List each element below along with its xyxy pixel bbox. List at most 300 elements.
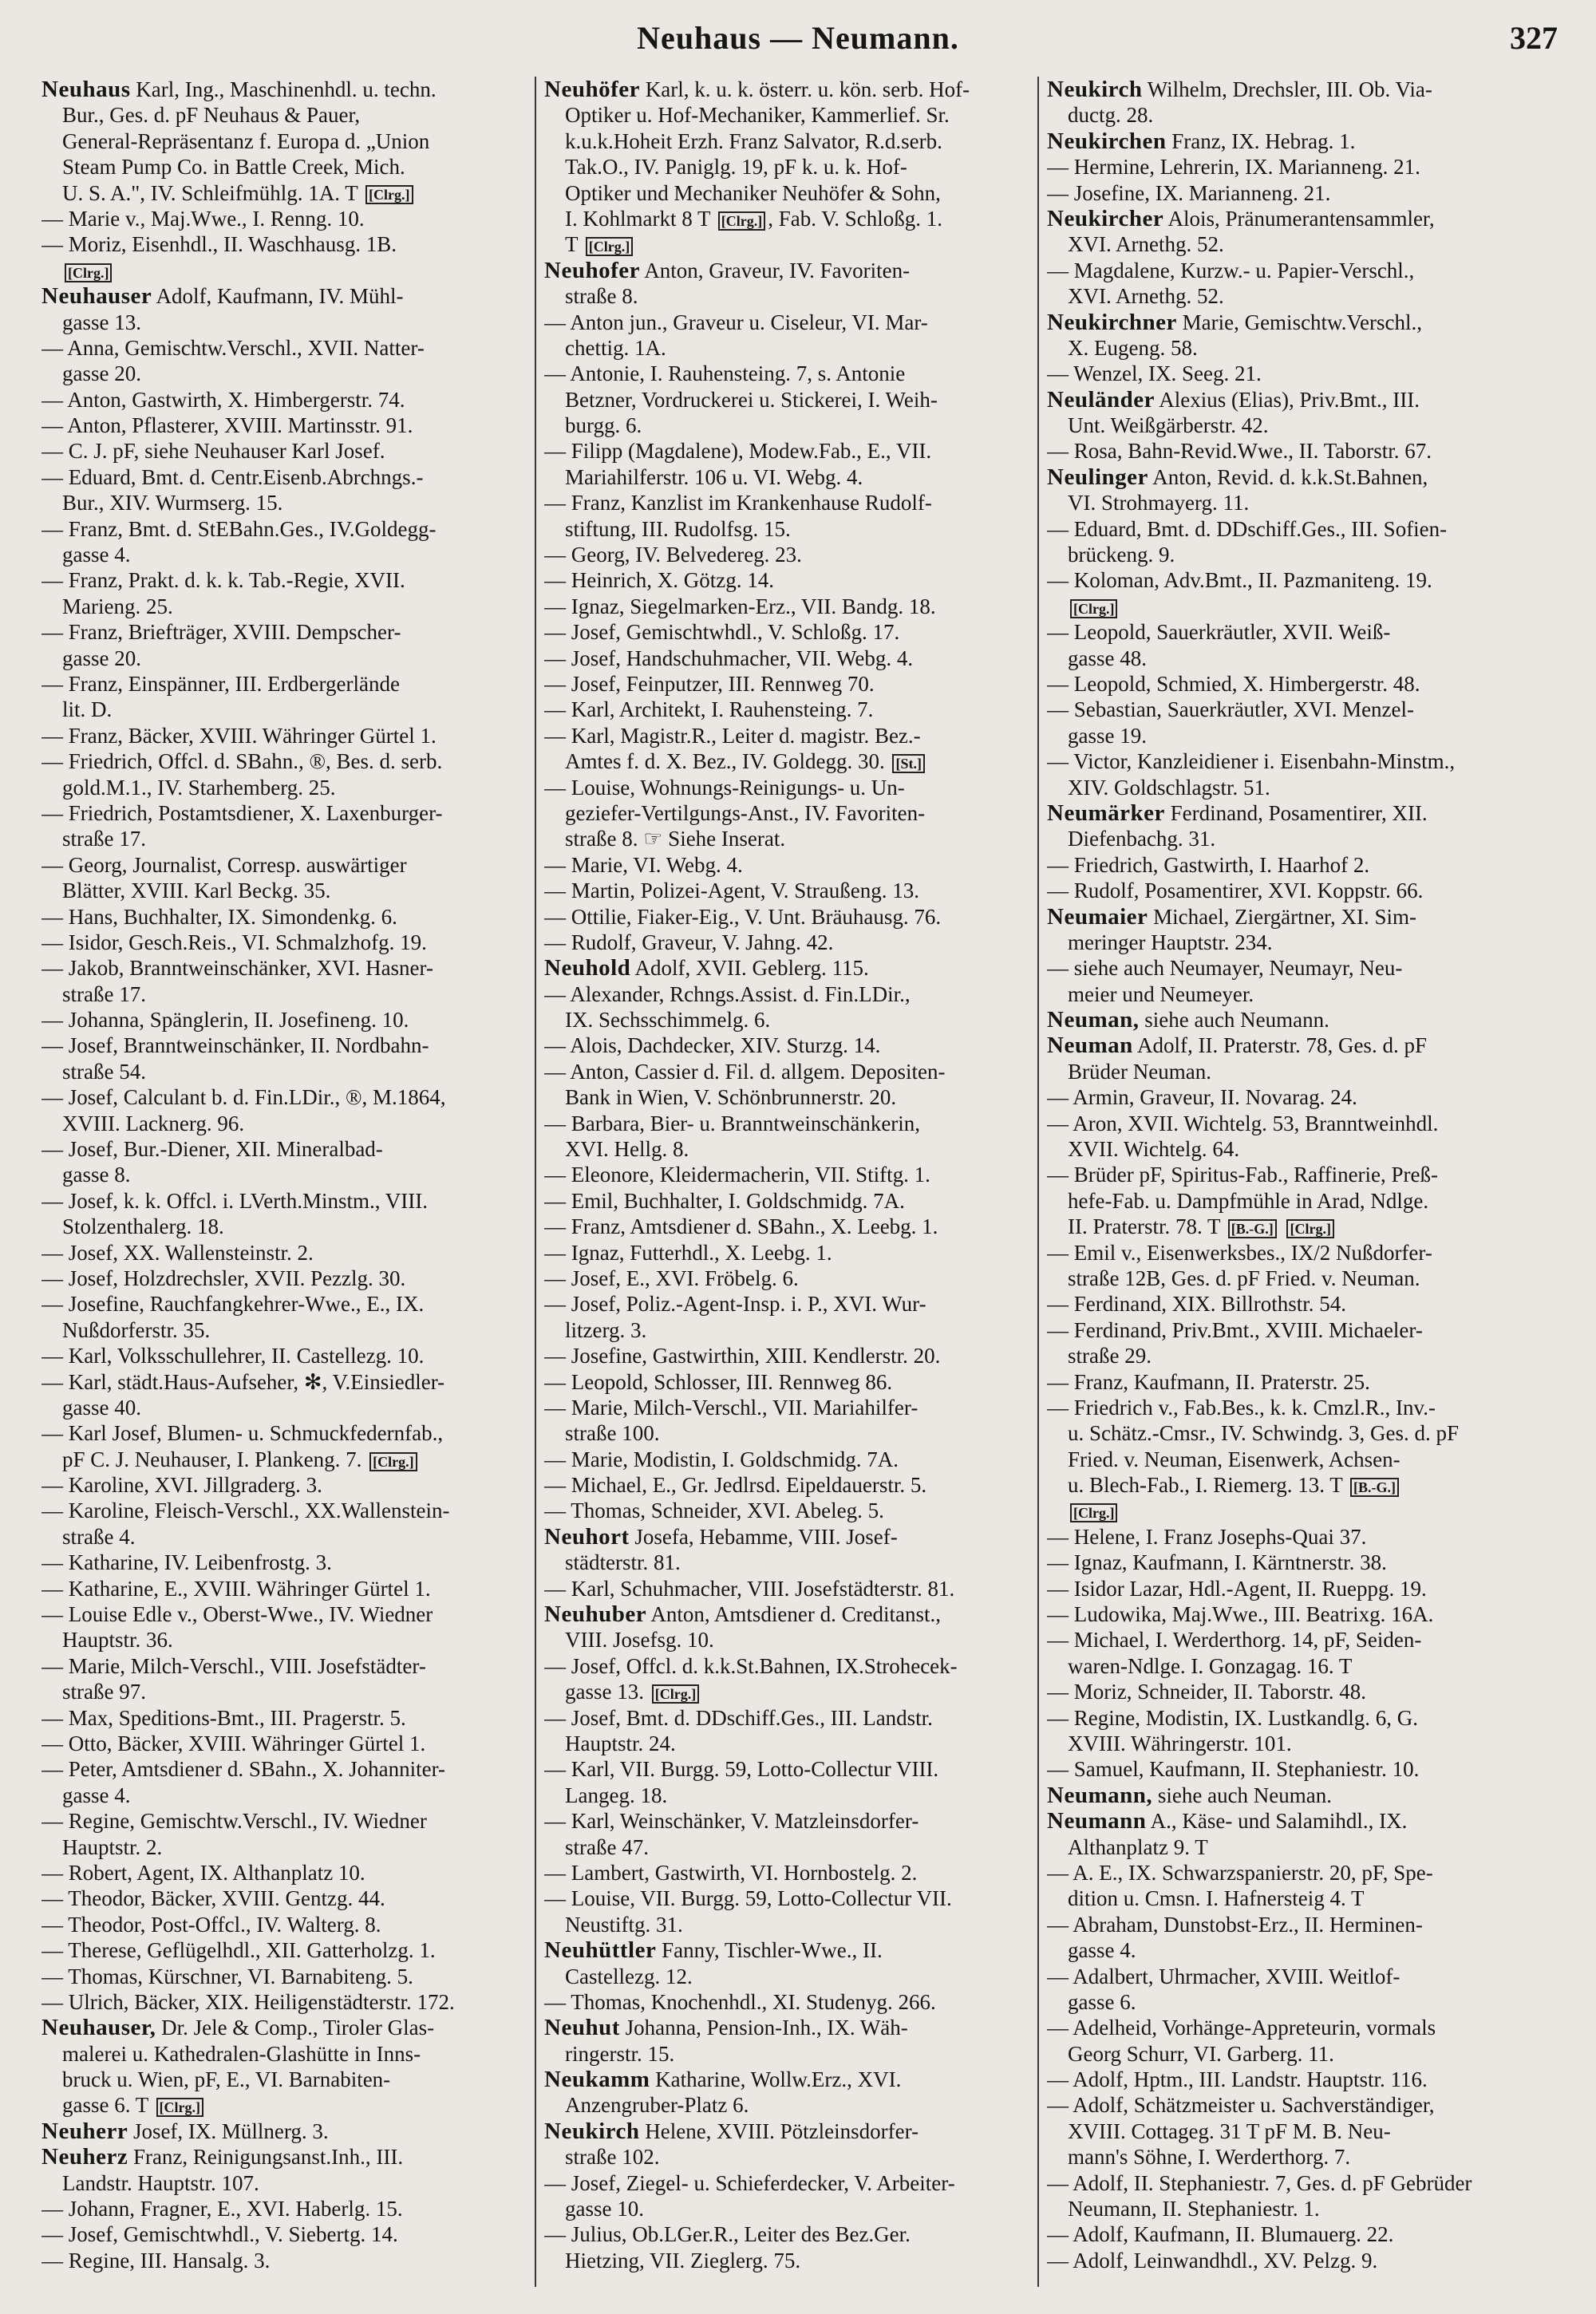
directory-entry	[1047, 852, 1558, 878]
entry-line	[544, 2015, 1039, 2040]
entry-text: Alexander, Rchngs.Assist. d. Fin.LDir.,	[570, 981, 911, 1006]
entry-line	[41, 2248, 536, 2273]
entry-line	[1047, 258, 1558, 283]
surname-heading: Neuhut	[544, 2015, 620, 2041]
directory-entry	[544, 904, 1039, 930]
entry-line	[544, 102, 1039, 128]
entry-text: Adolf, II. Praterstr. 78, Ges. d. pF	[1137, 1033, 1427, 1058]
entry-text: Max, Speditions-Bmt., III. Pragerstr. 5.	[68, 1705, 406, 1730]
ditto-dash: —	[1047, 1628, 1069, 1653]
directory-entry	[41, 1136, 536, 1188]
directory-badge: [Clrg.]	[1070, 599, 1117, 618]
entry-line	[544, 542, 1039, 567]
entry-line	[1047, 1756, 1558, 1782]
entry-text: Friedrich, Postamtsdiener, X. Laxenburger-	[68, 800, 443, 825]
ditto-dash: —	[544, 1757, 566, 1782]
directory-entry	[41, 1937, 536, 1963]
entry-text: Adelheid, Vorhänge-Appreteurin, vormals	[1073, 2016, 1436, 2040]
entry-text: Barbara, Bier- u. Branntweinschänkerin,	[571, 1111, 921, 1135]
entry-text: gasse 6.	[1068, 1989, 1136, 2014]
directory-entry	[1047, 310, 1558, 361]
entry-text: Emil, Buchhalter, I. Goldschmidg. 7A.	[571, 1188, 905, 1213]
ditto-dash: —	[1047, 1860, 1069, 1885]
entry-line	[544, 1420, 1039, 1446]
directory-entry	[1047, 1007, 1558, 1033]
entry-text: Bur., XIV. Wurmserg. 15.	[62, 491, 283, 515]
entry-line	[41, 2196, 536, 2221]
entry-text: pF C. J. Neuhauser, I. Plankeng. 7. [Clrg.]	[62, 1447, 420, 1471]
directory-entry	[544, 930, 1039, 955]
entry-line	[1047, 981, 1558, 1007]
entry-line	[41, 1084, 536, 1110]
entry-line	[544, 1550, 1039, 1575]
surname-heading: Neukircher	[1047, 205, 1164, 231]
ditto-dash: —	[544, 1705, 566, 1730]
ditto-dash: —	[544, 1344, 566, 1368]
entry-text: Karl, städt.Haus-Aufseher, ✻, V.Einsiedler-	[68, 1369, 445, 1394]
entry-line	[1047, 1291, 1558, 1317]
directory-entry	[544, 1989, 1039, 2015]
entry-text: Rudolf, Graveur, V. Jahng. 42.	[571, 930, 834, 954]
entry-line	[1047, 1033, 1558, 1058]
entry-text: städterstr. 81.	[565, 1550, 681, 1575]
directory-entry	[41, 723, 536, 748]
entry-line	[41, 1395, 536, 1420]
directory-entry	[1047, 1912, 1558, 1964]
directory-entry	[41, 800, 536, 852]
entry-line	[41, 646, 536, 671]
entry-text: Michael, E., Gr. Jedlrsd. Eipeldauerstr. 5.	[571, 1473, 927, 1498]
page-header	[0, 14, 1596, 62]
ditto-dash: —	[41, 2248, 63, 2273]
entry-text: straße 17.	[62, 981, 146, 1006]
ditto-dash: —	[544, 594, 566, 618]
entry-line	[41, 594, 536, 619]
ditto-dash: —	[41, 232, 63, 257]
entry-line	[41, 1989, 536, 2015]
entry-text: Marie, Milch-Verschl., VII. Mariahilfer-	[571, 1395, 918, 1420]
entry-text: straße 8.	[565, 284, 638, 309]
entry-text: Bur., Ges. d. pF Neuhaus & Pauer,	[62, 103, 361, 128]
entry-line	[544, 154, 1039, 180]
entry-text: Louise Edle v., Oberst-Wwe., IV. Wiedner	[68, 1602, 433, 1627]
entry-text: Isidor Lazar, Hdl.-Agent, II. Rueppg. 19.	[1073, 1576, 1427, 1601]
entry-text: Anton, Amtsdiener d. Creditanst.,	[650, 1602, 942, 1627]
entry-text: Josef, Offcl. d. k.k.St.Bahnen, IX.Strohecek-	[571, 1653, 958, 1678]
entry-text: Johann, Fragner, E., XVI. Haberlg. 15.	[68, 2197, 403, 2221]
entry-line	[41, 1007, 536, 1033]
entry-text: Moriz, Schneider, II. Taborstr. 48.	[1073, 1680, 1366, 1704]
ditto-dash: —	[544, 1369, 566, 1394]
entry-text: Mariahilferstr. 106 u. VI. Webg. 4.	[565, 464, 863, 489]
entry-line	[41, 2092, 536, 2118]
entry-text: Emil v., Eisenwerksbes., IX/2 Nußdorfer-	[1073, 1240, 1432, 1265]
directory-entry	[1047, 77, 1558, 128]
entry-line	[544, 206, 1039, 231]
entry-text: gasse 4.	[1068, 1938, 1136, 1963]
entry-line	[544, 1214, 1039, 1239]
entry-text: gasse 19.	[1068, 723, 1147, 748]
ditto-dash: —	[1047, 1395, 1069, 1420]
entry-line	[544, 310, 1039, 335]
entry-text: Josef, E., XVI. Fröbelg. 6.	[571, 1266, 799, 1290]
entry-text: Ferdinand, Posamentirer, XII.	[1170, 800, 1428, 825]
entry-text: Josef, Gemischtwhdl., V. Siebertg. 14.	[68, 2222, 398, 2247]
directory-entry	[544, 1240, 1039, 1266]
entry-text: Josef, Branntweinschänker, II. Nordbahn-	[68, 1033, 429, 1058]
ditto-dash: —	[1047, 852, 1069, 877]
surname-heading: Neuhaus	[41, 77, 131, 102]
ditto-dash: —	[544, 1111, 566, 1135]
entry-line	[1047, 1317, 1558, 1343]
ditto-dash: —	[544, 1499, 566, 1523]
directory-entry	[544, 1498, 1039, 1523]
entry-text: Josef, Calculant b. d. Fin.LDir., ®, M.1864,	[68, 1085, 446, 1110]
directory-entry	[544, 1601, 1039, 1653]
entry-line	[544, 1240, 1039, 1266]
entry-line	[1047, 671, 1558, 697]
entry-text: Thomas, Knochenhdl., XI. Studenyg. 266.	[571, 1989, 936, 2014]
ditto-dash: —	[41, 956, 63, 981]
entry-line	[1047, 2170, 1558, 2196]
entry-text: Josef, k. k. Offcl. i. LVerth.Minstm., VIII.	[68, 1188, 428, 1213]
entry-text: Martin, Polizei-Agent, V. Straußeng. 13.	[571, 879, 919, 903]
entry-text: straße 97.	[62, 1680, 146, 1704]
directory-entry	[544, 619, 1039, 645]
entry-text: Friedrich, Offcl. d. SBahn., ®, Bes. d. serb.	[68, 749, 443, 774]
ditto-dash: —	[1047, 749, 1069, 774]
entry-text: Franz, Prakt. d. k. k. Tab.-Regie, XVII.	[68, 568, 405, 593]
entry-line	[544, 1860, 1039, 1886]
entry-line	[1047, 748, 1558, 774]
entry-line	[41, 723, 536, 748]
directory-entry	[41, 1576, 536, 1601]
entry-text: X. Eugeng. 58.	[1068, 335, 1198, 360]
entry-line	[41, 1498, 536, 1523]
entry-line	[544, 930, 1039, 955]
directory-entry	[41, 748, 536, 800]
ditto-dash: —	[544, 1240, 566, 1265]
directory-entry	[41, 1705, 536, 1731]
ditto-dash: —	[544, 543, 566, 567]
entry-line	[544, 1369, 1039, 1395]
directory-entry	[1047, 1550, 1558, 1575]
entry-line	[1047, 2196, 1558, 2221]
entry-line	[1047, 1007, 1558, 1033]
directory-entry	[41, 1912, 536, 1937]
entry-line	[41, 697, 536, 722]
ditto-dash: —	[544, 310, 566, 334]
directory-entry	[1047, 1524, 1558, 1550]
entry-line	[1047, 878, 1558, 903]
entry-text: gasse 4.	[62, 1783, 131, 1807]
entry-text: Ferdinand, XIX. Billrothstr. 54.	[1073, 1292, 1346, 1317]
entry-text: Louise, VII. Burgg. 59, Lotto-Collectur VII.	[571, 1886, 952, 1911]
ditto-dash: —	[41, 464, 63, 489]
entry-text: straße 17.	[62, 827, 146, 851]
directory-entry	[544, 361, 1039, 438]
entry-text: Magdalene, Kurzw.- u. Papier-Verschl.,	[1073, 258, 1415, 282]
entry-text: siehe auch Neumayer, Neumayr, Neu-	[1073, 956, 1403, 981]
entry-line	[41, 671, 536, 697]
entry-text: Leopold, Schlosser, III. Rennweg 86.	[571, 1369, 893, 1394]
entry-line	[544, 1627, 1039, 1653]
entry-text: Bank in Wien, V. Schönbrunnerstr. 20.	[565, 1085, 897, 1110]
entry-text: Josefine, Rauchfangkehrer-Wwe., E., IX.	[68, 1292, 425, 1317]
entry-text: Hauptstr. 24.	[565, 1732, 676, 1755]
entry-text: geziefer-Vertilgungs-Anst., IV. Favoriten-	[565, 800, 926, 825]
ditto-dash: —	[544, 1163, 566, 1187]
ditto-dash: —	[1047, 2222, 1069, 2247]
directory-entry	[544, 1860, 1039, 1886]
entry-text: ductg. 28.	[1068, 103, 1154, 128]
directory-entry	[544, 2015, 1039, 2067]
entry-text: straße 102.	[565, 2145, 660, 2170]
directory-entry	[1047, 2092, 1558, 2170]
entry-line	[544, 1472, 1039, 1498]
ditto-dash: —	[1047, 1317, 1069, 1342]
entry-text: straße 12B, Ges. d. pF Fried. v. Neuman.	[1068, 1266, 1420, 1290]
entry-line	[41, 128, 536, 154]
directory-badge: [Clrg.]	[1070, 1503, 1117, 1522]
entry-line	[41, 154, 536, 180]
ditto-dash: —	[1047, 671, 1069, 696]
entry-text: Franz, Kanzlist im Krankenhause Rudolf-	[571, 491, 932, 515]
ditto-dash: —	[1047, 1163, 1069, 1187]
entry-text: Franz, Bmt. d. StEBahn.Ges., IV.Goldegg-	[68, 516, 437, 541]
entry-text: Neustiftg. 31.	[565, 1912, 683, 1937]
ditto-dash: —	[544, 1188, 566, 1213]
ditto-dash: —	[544, 671, 566, 696]
directory-entry	[41, 1007, 536, 1033]
entry-text: Filipp (Magdalene), Modew.Fab., E., VII.	[571, 439, 932, 464]
entry-line	[1047, 1111, 1558, 1136]
ditto-dash: —	[544, 361, 566, 386]
entry-text: Karl, Weinschänker, V. Matzleinsdorfer-	[571, 1809, 919, 1834]
entry-text: Josef, Gemischtwhdl., V. Schloßg. 17.	[571, 620, 900, 645]
entry-text: Michael, Ziergärtner, XI. Sim-	[1153, 904, 1416, 929]
entry-line	[41, 1808, 536, 1834]
entry-line	[544, 646, 1039, 671]
entry-line	[41, 567, 536, 593]
ditto-dash: —	[544, 439, 566, 464]
entry-line	[544, 1111, 1039, 1136]
entry-text: XVI. Arnethg. 52.	[1068, 232, 1224, 257]
entry-line	[544, 1653, 1039, 1679]
ditto-dash: —	[41, 723, 63, 748]
entry-text: Brüder pF, Spiritus-Fab., Raffinerie, Preß-	[1073, 1163, 1439, 1187]
directory-entry	[1047, 1084, 1558, 1110]
entry-text: Adolf, Hptm., III. Landstr. Hauptstr. 116.	[1073, 2067, 1428, 2092]
entry-line	[41, 77, 536, 102]
entry-text: Marie, Gemischtw.Verschl.,	[1182, 310, 1423, 334]
directory-entry	[41, 413, 536, 438]
ditto-dash: —	[1047, 1680, 1069, 1704]
entry-text	[1068, 594, 1120, 618]
entry-text: Karl, Volksschullehrer, II. Castellezg. 10.	[68, 1344, 425, 1368]
entry-line	[1047, 1808, 1558, 1834]
entry-text: XVI. Hellg. 8.	[565, 1137, 689, 1162]
entry-text: ringerstr. 15.	[565, 2041, 675, 2066]
ditto-dash: —	[544, 981, 566, 1006]
surname-heading: Neumann	[1047, 1808, 1147, 1834]
entry-text: Hans, Buchhalter, IX. Simondenkg. 6.	[68, 904, 397, 929]
entry-line	[1047, 1084, 1558, 1110]
entry-text: IX. Sechsschimmelg. 6.	[565, 1008, 771, 1033]
entry-line	[1047, 2248, 1558, 2273]
ditto-dash: —	[41, 930, 63, 954]
entry-text: Karl Josef, Blumen- u. Schmuckfedernfab.,	[68, 1421, 444, 1446]
directory-entry	[544, 1111, 1039, 1163]
entry-text: Eduard, Bmt. d. Centr.Eisenb.Abrchngs.-	[68, 464, 424, 489]
directory-entry	[1047, 1860, 1558, 1912]
surname-heading: Neuherr	[41, 2118, 128, 2144]
directory-entry	[41, 1291, 536, 1343]
directory-entry	[1047, 1240, 1558, 1292]
entry-text: gasse 4.	[62, 543, 131, 567]
entry-text: Betzner, Vordruckerei u. Stickerei, I. Weih-	[565, 387, 938, 412]
directory-entry	[41, 1472, 536, 1498]
entry-line	[1047, 1420, 1558, 1446]
entry-line	[41, 490, 536, 515]
entry-line	[1047, 1524, 1558, 1550]
directory-entry	[41, 1653, 536, 1705]
directory-entry	[41, 1188, 536, 1240]
entry-line	[41, 1731, 536, 1756]
entry-line	[41, 1705, 536, 1731]
entry-text: Josef, Feinputzer, III. Rennweg 70.	[571, 671, 875, 696]
entry-line	[1047, 955, 1558, 981]
entry-line	[41, 1783, 536, 1808]
entry-text: XVIII. Cottageg. 31 T pF M. B. Neu-	[1068, 2119, 1391, 2143]
ditto-dash: —	[41, 620, 63, 645]
entry-text: Thomas, Kürschner, VI. Barnabiteng. 5.	[68, 1964, 413, 1988]
entry-line	[544, 1059, 1039, 1084]
directory-entry	[544, 1059, 1039, 1111]
directory-entry	[544, 2067, 1039, 2119]
surname-heading: Neuherz	[41, 2144, 128, 2170]
directory-entry	[544, 1808, 1039, 1860]
entry-line	[41, 800, 536, 826]
entry-line	[544, 1731, 1039, 1756]
entry-text: Johanna, Pension-Inh., IX. Wäh-	[625, 2016, 908, 2040]
entry-text: burgg. 6.	[565, 413, 642, 438]
entry-line	[544, 594, 1039, 619]
entry-line	[41, 438, 536, 464]
entry-text: Michael, I. Werderthorg. 14, pF, Seiden-	[1073, 1628, 1422, 1653]
entry-text: straße 8. ☞ Siehe Inserat.	[565, 827, 786, 851]
entry-line	[544, 180, 1039, 206]
directory-entry	[544, 310, 1039, 361]
entry-text: Diefenbachg. 31.	[1068, 827, 1216, 851]
entry-line	[1047, 154, 1558, 180]
entry-line	[544, 231, 1039, 257]
page-number: 327	[1510, 20, 1558, 56]
ditto-dash: —	[41, 1240, 63, 1265]
entry-text: Peter, Amtsdiener d. SBahn., X. Johanniter-	[68, 1757, 446, 1782]
ditto-dash: —	[544, 1059, 566, 1084]
entry-line	[1047, 1550, 1558, 1575]
entry-line	[41, 1912, 536, 1937]
entry-line	[1047, 1214, 1558, 1239]
entry-line	[1047, 542, 1558, 567]
surname-heading: Neukirchen	[1047, 128, 1167, 154]
entry-line	[41, 1886, 536, 1911]
entry-line	[544, 1576, 1039, 1601]
entry-text: A., Käse- und Salamihdl., IX.	[1150, 1809, 1408, 1834]
entry-text: Karl, Magistr.R., Leiter d. magistr. Bez.-	[571, 723, 921, 748]
entry-line	[1047, 2067, 1558, 2092]
entry-text: gasse 13. [Clrg.]	[565, 1680, 701, 1704]
ditto-dash: —	[41, 1188, 63, 1213]
entry-line	[41, 310, 536, 335]
directory-entry	[544, 671, 1039, 697]
entry-text: Neumann, II. Stephaniestr. 1.	[1068, 2197, 1320, 2221]
entry-line	[41, 955, 536, 981]
entry-text: Ignaz, Siegelmarken-Erz., VII. Bandg. 18.	[571, 594, 936, 618]
entry-line	[544, 2221, 1039, 2247]
directory-entry	[1047, 1808, 1558, 1860]
ditto-dash: —	[41, 749, 63, 774]
entry-text: Optiker u. Hof-Mechaniker, Kammerlief. Sr.	[565, 103, 950, 128]
entry-text: Josefa, Hebamme, VIII. Josef-	[634, 1524, 898, 1549]
entry-text: Hermine, Lehrerin, IX. Marianneng. 21.	[1073, 155, 1420, 180]
entry-text: u. Blech-Fab., I. Riemerg. 13. T [B.-G.]	[1068, 1473, 1401, 1497]
entry-text: stiftung, III. Rudolfsg. 15.	[565, 516, 791, 541]
entry-text: Blätter, XVIII. Karl Beckg. 35.	[62, 879, 331, 903]
entry-line	[1047, 490, 1558, 515]
directory-entry	[41, 2196, 536, 2221]
directory-badge: [B.-G.]	[1228, 1219, 1277, 1238]
ditto-dash: —	[1047, 258, 1069, 282]
ditto-dash: —	[544, 1395, 566, 1420]
entry-line	[41, 1420, 536, 1446]
entry-text: Katharine, E., XVIII. Währinger Gürtel 1.	[68, 1576, 431, 1601]
entry-line	[41, 619, 536, 645]
entry-line	[544, 1705, 1039, 1731]
directory-entry	[1047, 1111, 1558, 1163]
entry-line	[1047, 335, 1558, 361]
entry-line	[41, 1447, 536, 1472]
entry-line	[544, 1007, 1039, 1033]
entry-text: Marie v., Maj.Wwe., I. Renng. 10.	[68, 206, 365, 231]
directory-entry	[544, 2221, 1039, 2273]
directory-entry	[41, 438, 536, 464]
entry-text: Theodor, Post-Offcl., IV. Walterg. 8.	[68, 1912, 381, 1937]
ditto-dash: —	[1047, 956, 1069, 981]
directory-entry	[1047, 1964, 1558, 2016]
ditto-dash: —	[41, 1499, 63, 1523]
entry-line	[1047, 723, 1558, 748]
entry-line	[1047, 102, 1558, 128]
entry-line	[41, 1317, 536, 1343]
ditto-dash: —	[41, 1912, 63, 1937]
entry-line	[544, 438, 1039, 464]
directory-entry	[1047, 800, 1558, 852]
directory-entry	[41, 904, 536, 930]
directory-entry	[1047, 438, 1558, 464]
directory-entry	[544, 1033, 1039, 1058]
directory-entry	[1047, 904, 1558, 956]
entry-line	[1047, 2092, 1558, 2118]
ditto-dash: —	[544, 1860, 566, 1885]
directory-entry	[544, 955, 1039, 981]
entry-line	[1047, 1937, 1558, 1963]
ditto-dash: —	[544, 1576, 566, 1601]
directory-entry	[1047, 258, 1558, 310]
entry-text: Josef, Bmt. d. DDschiff.Ges., III. Landstr.	[571, 1705, 933, 1730]
entry-text: Josefine, Gastwirthin, XIII. Kendlerstr. 20.	[571, 1344, 941, 1368]
